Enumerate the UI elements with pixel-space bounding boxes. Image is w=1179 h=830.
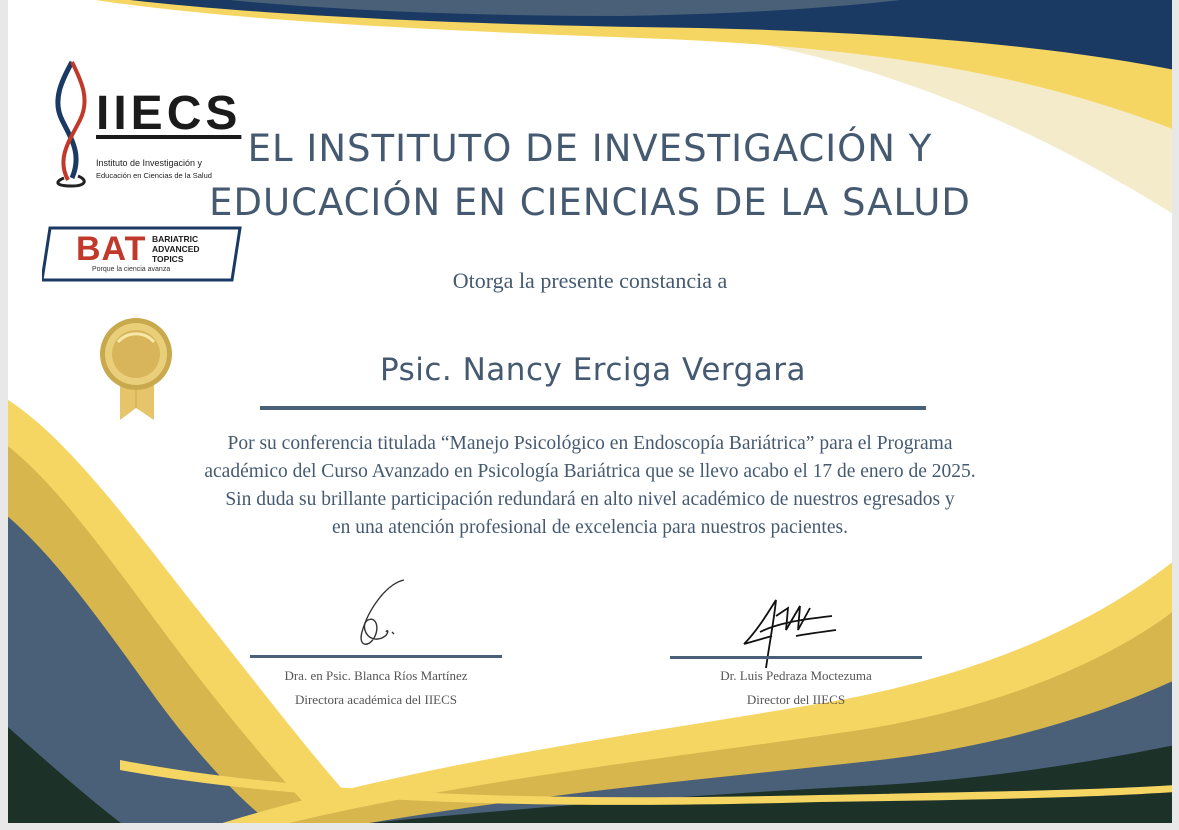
recipient-underline <box>260 406 926 410</box>
signatory-role: Director del IIECS <box>746 692 846 707</box>
iiecs-subtitle-line1: Instituto de Investigación y <box>96 158 203 168</box>
signatory-name: Dra. en Psic. Blanca Ríos Martínez <box>284 668 468 683</box>
bat-letters: BAT <box>76 230 147 268</box>
bat-logo <box>42 226 242 282</box>
signatory-role: Directora académica del IIECS <box>294 692 458 707</box>
recipient-name: Psic. Nancy Erciga Vergara <box>379 352 807 388</box>
body-line: académico del Curso Avanzado en Psicología Bariátrica que se llevo acabo el 17 de enero de 2025. <box>204 461 976 482</box>
certificate-title-line2: EDUCACIÓN EN CIENCIAS DE LA SALUD <box>209 181 971 224</box>
signature-icon <box>736 596 846 676</box>
bat-line2: ADVANCED <box>152 244 200 254</box>
body-line: en una atención profesional de excelencia para nuestros pacientes. <box>332 517 848 538</box>
certificate-body <box>130 430 1050 542</box>
signature-icon <box>346 576 426 656</box>
iiecs-subtitle-line2: Educación en Ciencias de la Salud <box>96 171 212 180</box>
bat-line3: TOPICS <box>152 254 184 264</box>
body-line: Sin duda su brillante participación redundará en alto nivel académico de nuestros egresados y <box>225 489 955 510</box>
signature-line <box>670 656 922 659</box>
bat-tagline: Porque la ciencia avanza <box>92 266 171 273</box>
dna-helix-icon <box>42 60 102 188</box>
bat-line1: BARIATRIC <box>152 234 199 244</box>
gold-medal-icon <box>98 316 178 428</box>
certificate-title-line1: EL INSTITUTO DE INVESTIGACIÓN Y <box>247 127 933 170</box>
grant-statement: Otorga la presente constancia a <box>452 268 728 293</box>
signatory-name: Dr. Luis Pedraza Moctezuma <box>720 668 872 683</box>
iiecs-wordmark: IIECS <box>96 87 242 140</box>
body-line: Por su conferencia titulada “Manejo Psicológico en Endoscopía Bariátrica” para el Programa <box>227 433 953 454</box>
signature-line <box>250 655 502 658</box>
